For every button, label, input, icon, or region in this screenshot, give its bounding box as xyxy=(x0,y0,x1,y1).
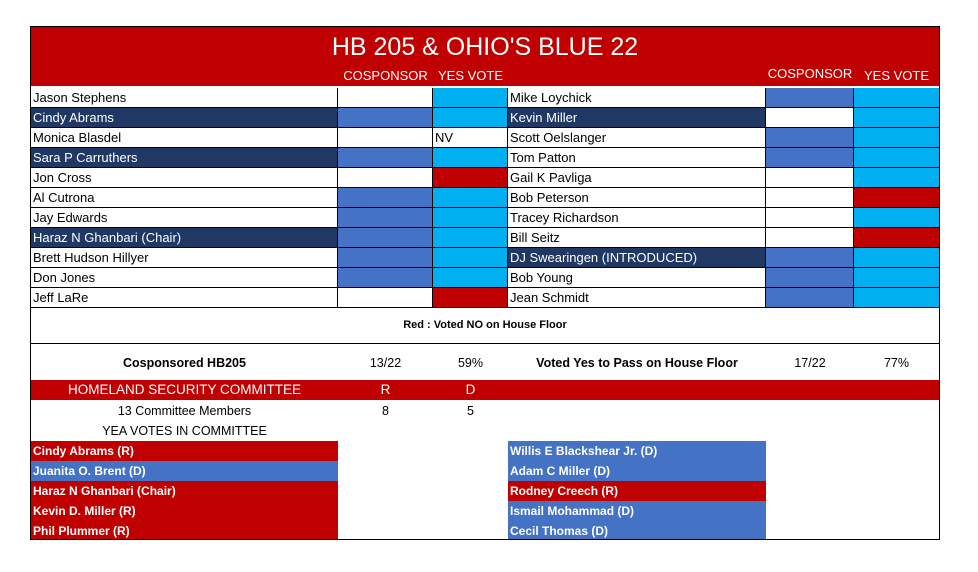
cosponsored-label: Cosponsored HB205 xyxy=(123,356,246,370)
yea-vote-member: Rodney Creech (R) xyxy=(508,481,766,501)
yes-vote-cell xyxy=(854,288,939,308)
legislator-name: Cindy Abrams xyxy=(31,108,338,128)
cosponsor-cell xyxy=(338,88,433,108)
header-yes-vote-left: YES VOTE xyxy=(437,68,504,83)
legislator-name: Gail K Pavliga xyxy=(508,168,766,188)
yes-vote-cell xyxy=(854,268,939,288)
yea-vote-member: Haraz N Ghanbari (Chair) xyxy=(31,481,338,501)
cosponsor-cell xyxy=(338,148,433,168)
yea-vote-member: Juanita O. Brent (D) xyxy=(31,461,338,481)
cosponsor-cell xyxy=(338,268,433,288)
header-cosponsor-right: COSPONSOR xyxy=(767,66,853,81)
yes-vote-cell xyxy=(854,228,939,248)
yes-vote-cell xyxy=(854,188,939,208)
committee-r-label: R xyxy=(380,382,391,397)
voted-yes-count: 17/22 xyxy=(794,356,826,370)
cosponsor-cell xyxy=(338,208,433,228)
yea-vote-member: Adam C Miller (D) xyxy=(508,461,766,481)
cosponsor-cell xyxy=(766,108,854,128)
yea-vote-member: Kevin D. Miller (R) xyxy=(31,501,338,521)
legislator-name: Jay Edwards xyxy=(31,208,338,228)
legislator-name: Sara P Carruthers xyxy=(31,148,338,168)
legislator-name: Jon Cross xyxy=(31,168,338,188)
yes-vote-cell xyxy=(433,148,508,168)
voted-yes-label: Voted Yes to Pass on House Floor xyxy=(536,356,738,370)
yes-vote-cell xyxy=(433,288,508,308)
cosponsor-cell xyxy=(338,168,433,188)
cosponsor-cell xyxy=(338,108,433,128)
cosponsor-cell xyxy=(766,168,854,188)
header-cosponsor-left: COSPONSOR xyxy=(343,68,428,83)
yea-votes-label: YEA VOTES IN COMMITTEE xyxy=(102,424,267,438)
yea-vote-member: Ismail Mohammad (D) xyxy=(508,501,766,521)
table-row xyxy=(31,208,939,228)
legislator-name: Bob Peterson xyxy=(508,188,766,208)
yes-vote-cell xyxy=(854,208,939,228)
cosponsor-cell xyxy=(766,248,854,268)
legislator-name: Mike Loychick xyxy=(508,88,766,108)
yes-vote-cell xyxy=(433,208,508,228)
legend-note: Red : Voted NO on House Floor xyxy=(31,307,939,344)
cosponsored-pct: 59% xyxy=(457,356,484,370)
title-bar xyxy=(31,27,939,86)
legislator-name: Scott Oelslanger xyxy=(508,128,766,148)
table-row xyxy=(31,248,939,268)
committee-d-count: 5 xyxy=(467,404,474,418)
yes-vote-cell xyxy=(854,148,939,168)
table-row xyxy=(31,188,939,208)
cosponsor-cell xyxy=(766,88,854,108)
yea-vote-member: Cindy Abrams (R) xyxy=(31,441,338,461)
cosponsor-cell xyxy=(766,188,854,208)
yes-vote-cell xyxy=(854,248,939,268)
committee-r-count: 8 xyxy=(382,404,389,418)
legislator-name: Bill Seitz xyxy=(508,228,766,248)
yes-vote-cell xyxy=(854,88,939,108)
legislator-name: Tracey Richardson xyxy=(508,208,766,228)
yes-vote-cell xyxy=(854,168,939,188)
legislator-name: Jean Schmidt xyxy=(508,288,766,308)
cosponsor-cell xyxy=(766,228,854,248)
table-row xyxy=(31,168,939,188)
cosponsor-cell xyxy=(338,288,433,308)
yea-vote-member: Willis E Blackshear Jr. (D) xyxy=(508,441,766,461)
table-row xyxy=(31,88,939,108)
cosponsor-cell xyxy=(338,188,433,208)
table-row xyxy=(31,288,939,308)
legislator-name: Monica Blasdel xyxy=(31,128,338,148)
yes-vote-cell xyxy=(433,88,508,108)
yes-vote-cell xyxy=(433,268,508,288)
cosponsor-cell xyxy=(766,268,854,288)
table-row xyxy=(31,108,939,128)
legislator-name: Jeff LaRe xyxy=(31,288,338,308)
yes-vote-cell xyxy=(433,228,508,248)
page-title: HB 205 & OHIO'S BLUE 22 xyxy=(331,33,639,61)
yes-vote-cell xyxy=(433,248,508,268)
yes-vote-cell xyxy=(433,168,508,188)
cosponsor-cell xyxy=(766,128,854,148)
yes-vote-cell xyxy=(854,128,939,148)
table-row xyxy=(31,268,939,288)
header-yes-vote-right: YES VOTE xyxy=(863,68,930,83)
voted-yes-pct: 77% xyxy=(883,356,910,370)
committee-d-label: D xyxy=(465,382,476,397)
committee-members-label: 13 Committee Members xyxy=(117,404,252,418)
legislator-name: Kevin Miller xyxy=(508,108,766,128)
yes-vote-cell: NV xyxy=(433,128,508,148)
yes-vote-cell xyxy=(433,188,508,208)
legislator-name: Don Jones xyxy=(31,268,338,288)
legislator-name: Bob Young xyxy=(508,268,766,288)
table-row xyxy=(31,228,939,248)
yea-vote-member: Cecil Thomas (D) xyxy=(508,521,766,540)
table-row xyxy=(31,128,939,148)
cosponsor-cell xyxy=(766,148,854,168)
yea-vote-member: Phil Plummer (R) xyxy=(31,521,338,540)
table-row xyxy=(31,148,939,168)
vote-table-sheet xyxy=(30,26,940,540)
cosponsor-cell xyxy=(338,248,433,268)
yes-vote-cell xyxy=(433,108,508,128)
legislator-name: Brett Hudson Hillyer xyxy=(31,248,338,268)
committee-name: HOMELAND SECURITY COMMITTEE xyxy=(67,382,302,397)
cosponsor-cell xyxy=(338,128,433,148)
legislator-name: Tom Patton xyxy=(508,148,766,168)
cosponsor-cell xyxy=(766,288,854,308)
legislator-name: DJ Swearingen (INTRODUCED) xyxy=(508,248,766,268)
yes-vote-cell xyxy=(854,108,939,128)
legislator-name: Jason Stephens xyxy=(31,88,338,108)
legislator-name: Al Cutrona xyxy=(31,188,338,208)
legislator-name: Haraz N Ghanbari (Chair) xyxy=(31,228,338,248)
cosponsor-cell xyxy=(338,228,433,248)
cosponsored-count: 13/22 xyxy=(369,356,402,370)
cosponsor-cell xyxy=(766,208,854,228)
